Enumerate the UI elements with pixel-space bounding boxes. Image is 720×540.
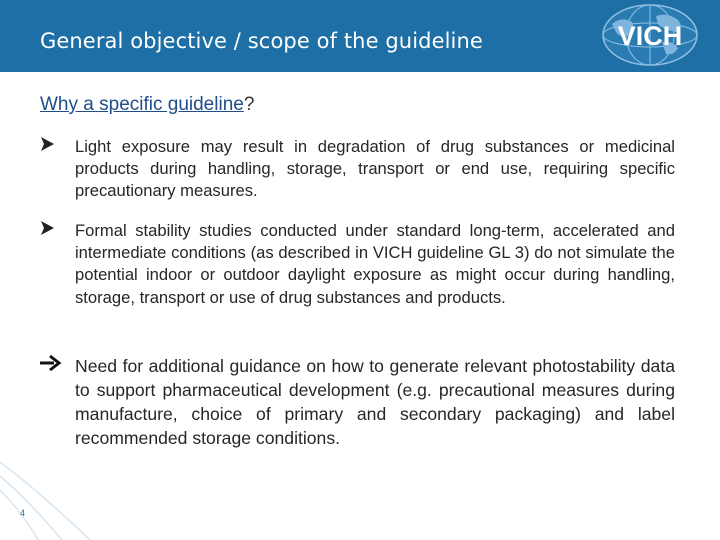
header-bar: [0, 0, 720, 72]
logo-text: VICH: [617, 21, 683, 51]
bullet-item: Formal stability studies conducted under standard long-term, accelerated and intermediate conditions (as described in VICH guideline GL 3) do not simulate the potential indoor or outdoor daylight exposure as might occur during handling, storage, transport or use of drug substances and products.: [75, 221, 675, 307]
subtitle-link[interactable]: Why a specific guideline: [40, 94, 244, 115]
subtitle: [40, 94, 254, 116]
arrowhead-bullet-icon: [38, 134, 58, 154]
arrowhead-bullet-icon: [38, 218, 58, 238]
bullet-item: Light exposure may result in degradation of drug substances or medicinal products during handling, storage, transport or end use, requiring specific precautionary measures.: [75, 137, 675, 201]
page-number: 4: [20, 508, 26, 518]
page-title: General objective / scope of the guideline: [40, 29, 483, 53]
right-arrow-icon: [38, 352, 62, 374]
vich-logo: [598, 2, 702, 68]
corner-decoration: [0, 462, 90, 540]
conclusion-text: Need for additional guidance on how to generate relevant photostability data to support pharmaceutical development (e.g. precautional measures during manufacture, choice of primary and secondary packaging) and label recommended storage conditions.: [75, 356, 675, 448]
subtitle-question-mark: ?: [243, 94, 255, 115]
